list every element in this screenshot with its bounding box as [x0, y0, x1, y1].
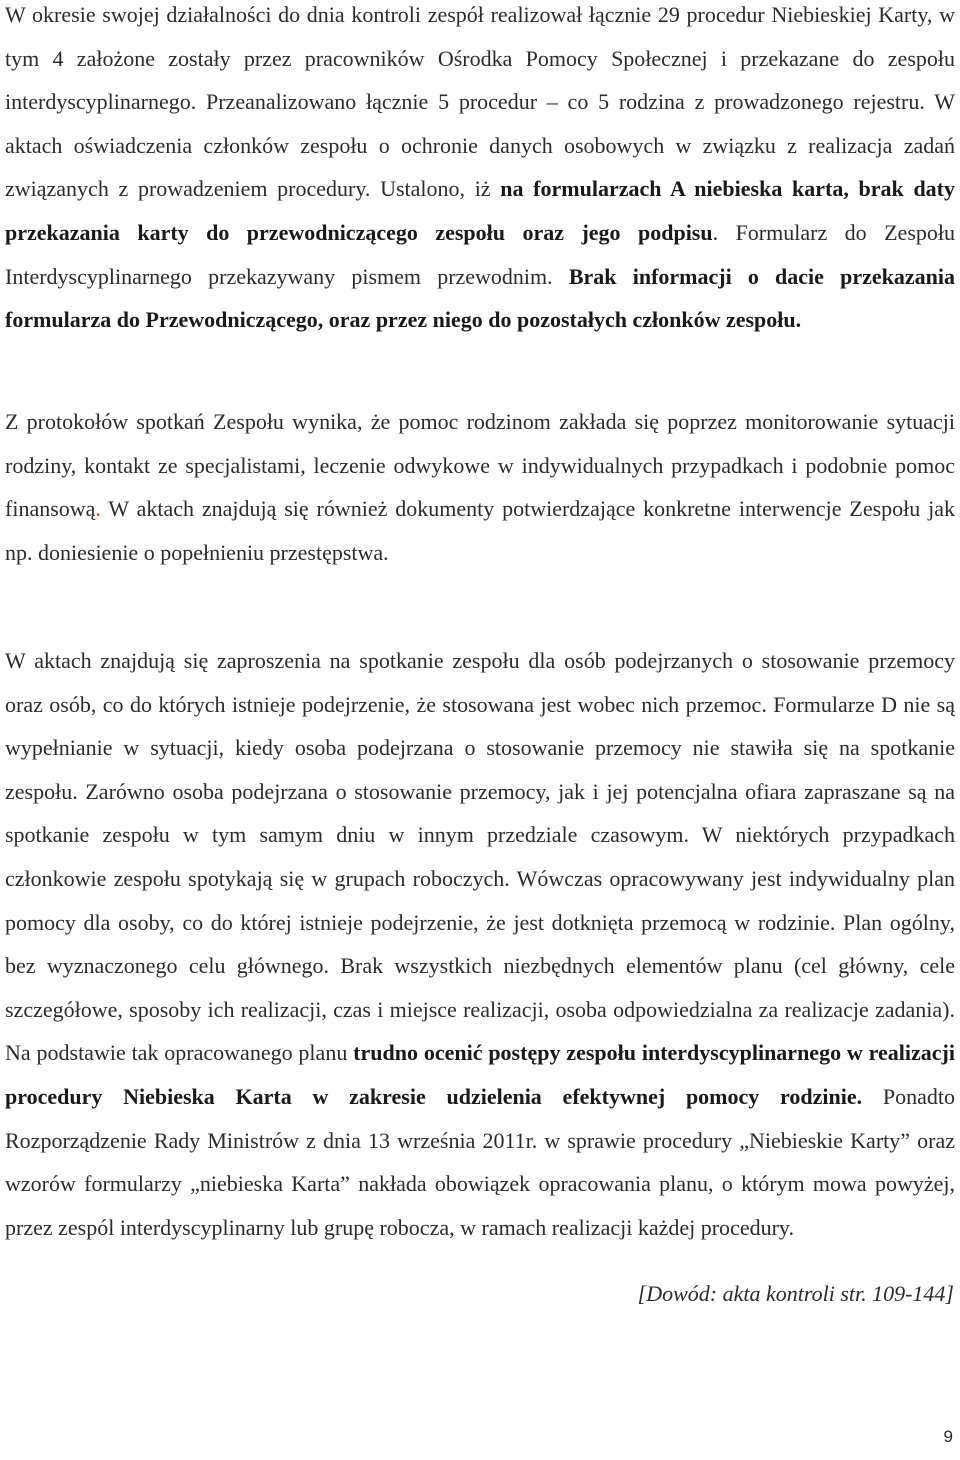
page-number: 9 [943, 1427, 953, 1446]
paragraph-text: Ponadto Rozporządzenie Rady Ministrów z dnia 13 września 2011r. w sprawie procedury „Niebieskie Karty” oraz wzorów formularzy „niebieska Karta” nakłada obowiązek opracowania planu, o którym mowa powyżej, przez zespól interdyscyplinarny lub grupę robocza, w ramach realizacji każdej procedury. [5, 1083, 955, 1240]
bold-finding: na formularzach A niebieska karta, brak daty przekazania karty do przewodniczącego zespołu oraz jego podpisu [5, 176, 956, 245]
paragraph-text: Z protokołów spotkań Zespołu wynika, że pomoc rodzinom zakłada się poprzez monitorowanie sytuacji rodziny, kontakt ze specjalistami, leczenie odwykowe w indywidualnych przypadkach i podobnie pomoc finansową [5, 409, 955, 522]
bold-finding: trudno ocenić postępy zespołu interdyscyplinarnego w realizacji procedury Niebieska Karta w zakresie udzielenia efektywnej pomocy rodzinie. [5, 1040, 955, 1109]
paragraph-protocols [5, 400, 955, 574]
paragraph-procedures [5, 0, 955, 342]
paragraph-text: W aktach znajdują się również dokumenty potwierdzające konkretne interwencje Zespołu jak np. doniesienie o popełnieniu przestępstwa. [5, 496, 955, 565]
paragraph-text: W okresie swojej działalności do dnia kontroli zespół realizował łącznie 29 procedur Niebieskiej Karty, w tym 4 założone zostały przez pracowników Ośrodka Pomocy Społecznej i przekazane do zespołu interdyscyplinarnego. Przeanalizowano łącznie 5 procedur – co 5 rodzina z prowadzonego rejestru. W aktach oświadczenia członków zespołu o ochronie danych osobowych w związku z realizacja zadań związanych z prowadzeniem procedury. Ustalono, iż [5, 2, 955, 202]
highlighted-period: . [95, 496, 101, 522]
paragraph-text: . Formularz do Zespołu Interdyscyplinarnego przekazywany pismem przewodnim. [5, 219, 955, 289]
bold-finding: Brak informacji o dacie przekazania formularza do Przewodniczącego, oraz przez niego do pozostałych członków zespołu. [5, 263, 955, 333]
paragraph-text: W aktach znajdują się zaproszenia na spotkanie zespołu dla osób podejrzanych o stosowanie przemocy oraz osób, co do których istnieje podejrzenie, że stosowana jest wobec nich przemoc. Formularze D nie są wypełnianie w sytuacji, kiedy osoba podejrzana o stosowanie przemocy nie stawiła się na spotkanie zespołu. Zarówno osoba podejrzana o stosowanie przemocy, jak i jej potencjalna ofiara zapraszane są na spotkanie zespołu w tym samym dniu w innym przedziale czasowym. W niektórych przypadkach członkowie zespołu spotykają się w grupach roboczych. Wówczas opracowywany jest indywidualny plan pomocy dla osoby, co do której istnieje podejrzenie, że jest dotknięta przemocą w rodzinie. Plan ogólny, bez wyznaczonego celu głównego. Brak wszystkich niezbędnych elementów planu (cel główny, cele szczegółowe, sposoby ich realizacji, czas i miejsce realizacji, osoba odpowiedzialna za realizacje zadania). Na podstawie tak opracowanego planu [5, 648, 955, 1066]
evidence-reference: [Dowód: akta kontroli str. 109-144] [637, 1281, 954, 1306]
paragraph-invitations [5, 639, 955, 1249]
